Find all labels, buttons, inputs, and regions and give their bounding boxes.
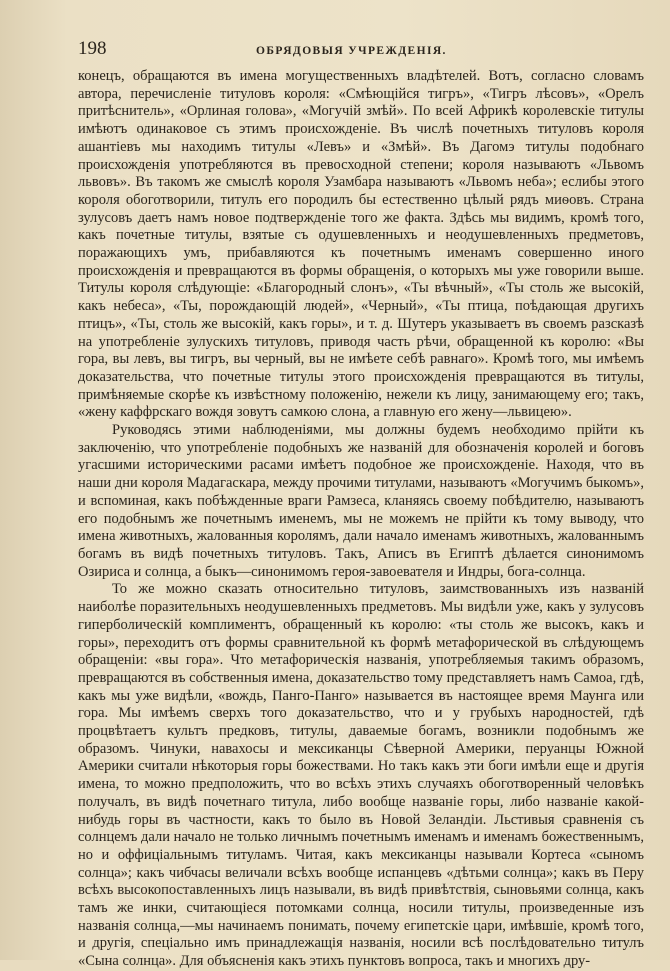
page-number: 198: [78, 38, 107, 59]
paragraph-inanimate-titles: То же можно сказать относительно титуловъ, заимствованныхъ изъ названій наиболѣе поразительныхъ неодушевленныхъ предметовъ. Мы видѣли уже, какъ у зулусовъ гиперболическій комплиментъ, обращенный къ королю: «ты столь же высокъ, какъ и горы», переходитъ отъ формы сравнительной къ формѣ метафорической въ слѣдующемъ обращеніи: «вы гора». Что метафорическія названія, употребляемыя такимъ образомъ, превращаются въ собственныя имена, доказательство тому представляетъ намъ Самоа, гдѣ, какъ мы уже видѣли, «вождь, Панго-Панго» называется въ настоящее время Маунга или гора. Мы имѣемъ сверхъ того доказательство, что и у грубыхъ народностей, гдѣ процвѣтаетъ культъ предковъ, титулы, даваемые богамъ, возникли подобнымъ же образомъ. Чинуки, навахосы и мексиканцы Сѣверной Америки, перуанцы Южной Америки считали нѣкоторыя горы божествами. Но такъ какъ эти боги имѣли еще и другія имена, то можно предположить, что во всѣхъ этихъ случаяхъ обоготворенный человѣкъ получалъ, въ видѣ почетнаго титула, либо вообще названіе горы, либо названіе какой-нибудь горы въ частности, какъ то было въ Новой Зеландіи. Льстивыя сравненія съ солнцемъ дали начало не только личнымъ почетнымъ именамъ и именамъ божественнымъ, но и оффиціальнымъ титуламъ. Читая, какъ мексиканцы называли Кортеса «сыномъ солнца»; какъ чибчасы величали всѣхъ вообще испанцевъ «дѣтьми солнца»; какъ въ Перу всѣхъ высокопоставленныхъ лицъ называли, въ видѣ привѣтствія, сыновьями солнца, какъ тамъ же инки, считающіеся потомками солнца, носили титулы, произведенные изъ названія солнца,—мы начинаемъ понимать, почему египетскіе цари, имѣвшіе, кромѣ того, и другія, спеціально имъ принадлежащія названія, носили всѣ послѣдовательно титулъ «Сына солнца». Для объясненія какъ этихъ пунктовъ вопроса, такъ и многихъ дру-: [78, 581, 644, 970]
body-text: [78, 68, 644, 971]
running-title: ОБРЯДОВЫЯ УЧРЕЖДЕНІЯ.: [256, 45, 447, 57]
paragraph-continuation: конецъ, обращаются въ имена могущественныхъ владѣтелей. Вотъ, согласно словамъ автора, перечисленіе титуловъ короля: «Смѣющійся тигръ», «Тигръ лѣсовъ», «Орелъ притѣснитель», «Орлиная голова», «Могучій змѣй». По всей Африкѣ королевскіе титулы имѣютъ одинаковое съ этимъ происхожденіе. Въ числѣ почетныхъ титуловъ короля ашантіевъ мы находимъ титулы «Левъ» и «Змѣй». Въ Дагомэ титулы подобнаго происхожденія употребляются въ превосходной степени; короля называютъ «Львомъ львовъ». Въ такомъ же смыслѣ короля Узамбара называютъ «Львомъ неба»; еслибы этого короля обоготворили, титулъ его породилъ бы естественно цѣлый рядъ миѳовъ. Страна зулусовъ даетъ намъ новое подтвержденіе того же факта. Здѣсь мы видимъ, кромѣ того, какъ почетные титулы, взятые съ одушевленныхъ и неодушевленныхъ предметовъ, поражающихъ умъ, прибавляются къ почетнымъ именамъ совершенно иного происхожденія и превращаются въ формы обращенія, о которыхъ мы уже говорили выше. Титулы короля слѣдующіе: «Благородный слонъ», «Ты вѣчный», «Ты столь же высокій, какъ небеса», «Ты, порождающій людей», «Черный», «Ты птица, поѣдающая другихъ птицъ», «Ты, столь же высокій, какъ горы», и т. д. Шутеръ указываетъ въ своемъ разсказѣ на употребленіе зулускихъ титуловъ, приводя часть рѣчи, обращенной къ королю: «Вы гора, вы левъ, вы тигръ, вы черный, вы не имѣете себѣ равнаго». Кромѣ того, мы имѣемъ доказательства, что почетные титулы этого происхожденія превращаются въ титулы, примѣняемые скорѣе къ извѣстному положенію, нежели къ лицу, занимающему его; такъ, «жену каффрскаго вождя зовутъ самкою слона, а главную его жену—львицею».: [78, 68, 644, 421]
page-header: [78, 38, 644, 62]
paragraph-observations: Руководясь этими наблюденіями, мы должны будемъ необходимо прійти къ заключенію, что употребленіе подобныхъ же названій для обозначенія королей и боговъ угасшими историческими расами имѣетъ подобное же происхожденіе. Находя, что въ наши дни короля Мадагаскара, между прочими титулами, называютъ «Могучимъ быкомъ», и вспоминая, какъ побѣжденные враги Рамзеса, кланяясь своему побѣдителю, называютъ его подобнымъ же почетнымъ именемъ, мы не можемъ не прійти къ тому выводу, что имена животныхъ, жалованныя королямъ, дали начало именамъ животныхъ, жалованнымъ богамъ въ видѣ почетныхъ титуловъ. Такъ, Аписъ въ Египтѣ дѣлается синонимомъ Озириса и солнца, а быкъ—синонимомъ героя-завоевателя и Индры, бога-солнца.: [78, 422, 644, 580]
